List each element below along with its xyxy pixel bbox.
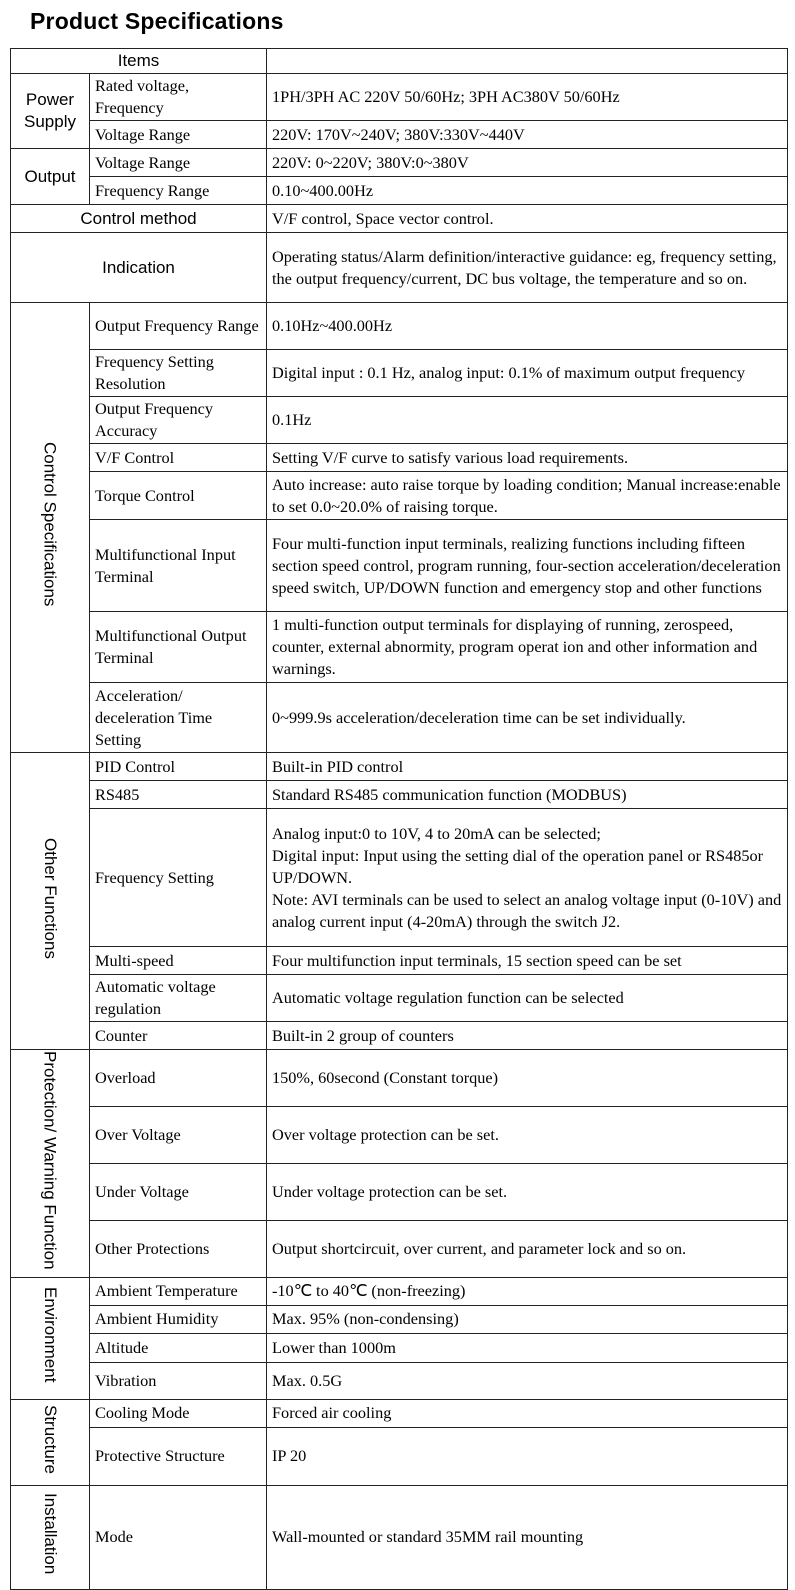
row-label: Altitude [90,1333,267,1362]
row-label: Under Voltage [90,1163,267,1220]
row-value: Analog input:0 to 10V, 4 to 20mA can be selected; Digital input: Input using the setting dial of the operation panel or RS485or UP/DOWN. Note: AVI terminals can be used to select an analog voltage input (0-10V) and analog current input (4-20mA) through the switch J2. [267,809,788,947]
row-label: Automatic voltage regulation [90,975,267,1022]
group-installation-text: Installation [41,1493,60,1575]
table-row [11,472,788,520]
row-label: Output Frequency Accuracy [90,397,267,444]
row-value: 1 multi-function output terminals for displaying of running, zerospeed, counter, external abnormity, program operat ion and other information and warnings. [267,612,788,683]
row-value: Wall-mounted or standard 35MM rail mounting [267,1485,788,1589]
row-value: Max. 0.5G [267,1362,788,1399]
table-row [11,177,788,205]
table-row [11,1427,788,1485]
row-label: Mode [90,1485,267,1589]
table-row [11,947,788,975]
table-row [11,753,788,781]
row-value: V/F control, Space vector control. [267,205,788,233]
table-row [11,1106,788,1163]
table-row [11,1277,788,1305]
row-value: Four multi-function input terminals, realizing functions including fifteen section speed control, program running, four-section acceleration/deceleration speed switch, UP/DOWN function and emergency stop and other functions [267,520,788,612]
row-label: Rated voltage, Frequency [90,74,267,121]
table-row [11,444,788,472]
row-value: Four multifunction input terminals, 15 section speed can be set [267,947,788,975]
table-row [11,149,788,177]
row-label: Torque Control [90,472,267,520]
row-value: Built-in 2 group of counters [267,1022,788,1050]
row-value: Operating status/Alarm definition/interactive guidance: eg, frequency setting, the output frequency/current, DC bus voltage, the temperature and so on. [267,233,788,303]
table-row [11,1050,788,1107]
row-value: 220V: 0~220V; 380V:0~380V [267,149,788,177]
row-label: Frequency Setting [90,809,267,947]
row-label: Ambient Humidity [90,1305,267,1333]
row-label: V/F Control [90,444,267,472]
row-value: Setting V/F curve to satisfy various load requirements. [267,444,788,472]
row-label: Overload [90,1050,267,1107]
row-value: Digital input : 0.1 Hz, analog input: 0.1% of maximum output frequency [267,350,788,397]
row-label: Other Protections [90,1220,267,1277]
row-value: 150%, 60second (Constant torque) [267,1050,788,1107]
table-row [11,1022,788,1050]
row-value: 220V: 170V~240V; 380V:330V~440V [267,121,788,149]
row-label: Counter [90,1022,267,1050]
table-row [11,303,788,350]
group-protection-text: Protection/ Warning Function [40,1051,60,1270]
table-row [11,1333,788,1362]
header-value [267,49,788,74]
group-structure [11,1399,90,1485]
control-method-label: Control method [11,205,267,233]
row-label: Vibration [90,1362,267,1399]
row-label: Ambient Temperature [90,1277,267,1305]
group-power-supply: Power Supply [11,74,90,149]
table-row [11,1485,788,1589]
row-value: Lower than 1000m [267,1333,788,1362]
group-protection [11,1050,90,1278]
row-label: Frequency Range [90,177,267,205]
row-label: Multifunctional Output Terminal [90,612,267,683]
row-value: 0.10Hz~400.00Hz [267,303,788,350]
row-label: PID Control [90,753,267,781]
table-row [11,1362,788,1399]
indication-label: Indication [11,233,267,303]
table-row [11,683,788,753]
page-title: Product Specifications [30,8,284,34]
table-row [11,809,788,947]
row-label: Multifunctional Input Terminal [90,520,267,612]
row-label: Acceleration/ deceleration Time Setting [90,683,267,753]
row-value: Max. 95% (non-condensing) [267,1305,788,1333]
row-value: 1PH/3PH AC 220V 50/60Hz; 3PH AC380V 50/60Hz [267,74,788,121]
row-label: Multi-speed [90,947,267,975]
table-row [11,612,788,683]
group-output: Output [11,149,90,205]
table-row [11,205,788,233]
table-row [11,1305,788,1333]
group-other-functions [11,753,90,1050]
row-value: IP 20 [267,1427,788,1485]
row-value: Standard RS485 communication function (MODBUS) [267,781,788,809]
row-value: 0.10~400.00Hz [267,177,788,205]
group-other-functions-text: Other Functions [41,837,60,959]
row-label: RS485 [90,781,267,809]
group-control-specifications [11,303,90,753]
table-row [11,975,788,1022]
group-installation [11,1485,90,1589]
table-row [11,74,788,121]
row-label: Cooling Mode [90,1399,267,1427]
spec-table [10,48,788,1590]
table-row [11,350,788,397]
row-value: Automatic voltage regulation function can be selected [267,975,788,1022]
row-value: Over voltage protection can be set. [267,1106,788,1163]
row-value: Built-in PID control [267,753,788,781]
group-structure-text: Structure [41,1404,60,1474]
table-row [11,121,788,149]
table-row [11,233,788,303]
row-value: 0.1Hz [267,397,788,444]
table-row [11,781,788,809]
row-value: Auto increase: auto raise torque by loading condition; Manual increase:enable to set 0.0~20.0% of raising torque. [267,472,788,520]
row-value: 0~999.9s acceleration/deceleration time can be set individually. [267,683,788,753]
group-environment [11,1277,90,1399]
table-row [11,520,788,612]
row-label: Output Frequency Range [90,303,267,350]
group-control-specifications-text: Control Specifications [40,442,60,607]
row-label: Voltage Range [90,121,267,149]
row-label: Protective Structure [90,1427,267,1485]
table-row [11,1163,788,1220]
table-row [11,397,788,444]
group-environment-text: Environment [41,1287,60,1383]
row-value: Under voltage protection can be set. [267,1163,788,1220]
row-label: Over Voltage [90,1106,267,1163]
table-header-row [11,49,788,74]
table-row [11,1220,788,1277]
row-value: Output shortcircuit, over current, and parameter lock and so on. [267,1220,788,1277]
row-label: Voltage Range [90,149,267,177]
row-label: Frequency Setting Resolution [90,350,267,397]
row-value: -10℃ to 40℃ (non-freezing) [267,1277,788,1305]
table-row [11,1399,788,1427]
header-items: Items [11,49,267,74]
row-value: Forced air cooling [267,1399,788,1427]
